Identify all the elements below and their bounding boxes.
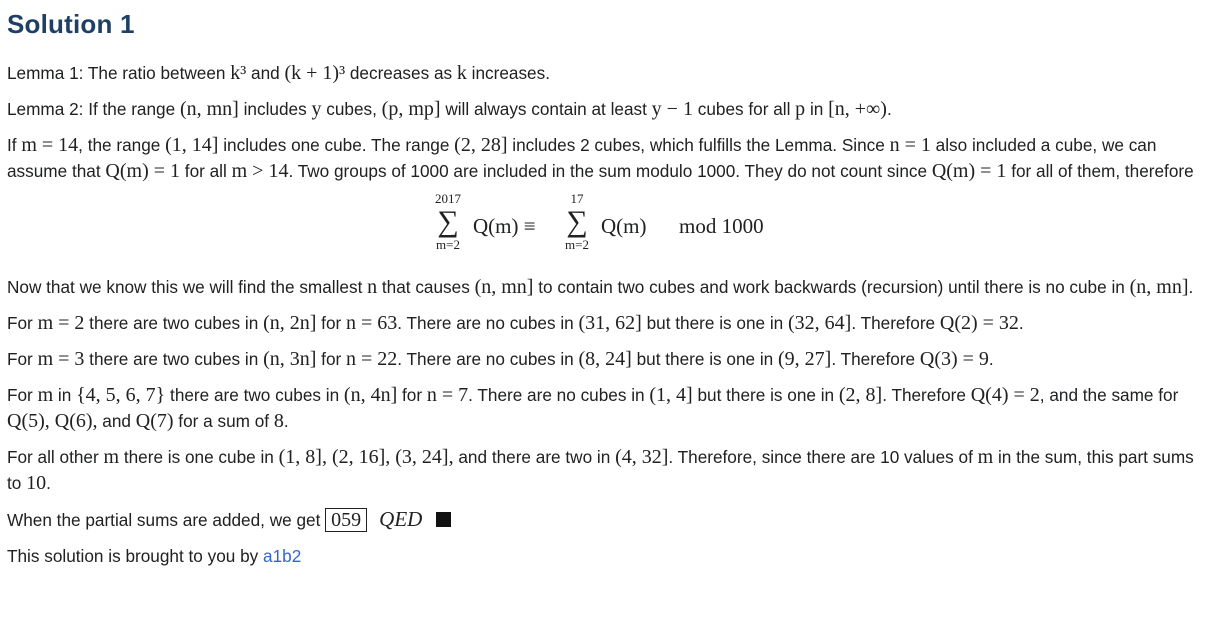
page-title: Solution 1: [7, 9, 135, 39]
lemma-2: Lemma 2: If the range (n, mn] includes y cubes, (p, mp] will always contain at least y − 1 cubes for all p in [n, +∞).: [7, 98, 892, 120]
math: {4, 5, 6, 7}: [76, 384, 166, 406]
math: m: [977, 446, 994, 468]
upper-limit: 2017: [435, 191, 461, 206]
math: (4, 32]: [615, 446, 669, 468]
math: m = 2: [37, 312, 85, 334]
math: m = 3: [37, 348, 85, 370]
math: k: [456, 62, 467, 84]
math: (n, mn]: [474, 276, 534, 298]
lower-limit: m=2: [565, 237, 589, 252]
author-link[interactable]: a1b2: [263, 546, 302, 566]
display-equation: [7, 192, 1203, 272]
lower-limit: m=2: [436, 237, 460, 252]
equation-term: Q(m) ≡: [473, 214, 536, 238]
math: n = 7: [426, 384, 469, 406]
math: y − 1: [651, 98, 693, 120]
credit-line: This solution is brought to you by a1b2: [7, 546, 302, 566]
boxed-answer: 059: [325, 508, 367, 532]
math: Q(m) = 1: [105, 160, 181, 182]
math: (9, 27]: [778, 348, 832, 370]
equation-term: Q(m): [601, 214, 647, 238]
math: n: [367, 276, 378, 298]
math: k³: [230, 62, 247, 84]
math: (n, 3n]: [263, 348, 317, 370]
math: (31, 62]: [578, 312, 642, 334]
qed-label: QED: [379, 507, 423, 531]
math: m = 14: [21, 134, 79, 156]
math: (1, 4]: [649, 384, 693, 406]
paragraph-m2: For m = 2 there are two cubes in (n, 2n] for n = 63. There are no cubes in (31, 62] but there is one in (32, 64]. Therefore Q(2) = 32.: [7, 312, 1024, 334]
math: m: [37, 384, 54, 406]
sigma-icon: ∑: [437, 205, 459, 238]
summation-1: [435, 192, 461, 252]
math: Q(m) = 1: [931, 160, 1007, 182]
paragraph-assumption: If m = 14, the range (1, 14] includes one cube. The range (2, 28] includes 2 cubes, which fulfills the Lemma. Since n = 1 also included a cube, we can assume that Q(m) = 1 for all m > 14. Two groups of 1000 are included in the sum modulo 1000. They do not count since Q(m) = 1 for all of them, therefore: [7, 134, 1194, 182]
math: n = 1: [889, 134, 931, 156]
paragraph-m3: For m = 3 there are two cubes in (n, 3n] for n = 22. There are no cubes in (8, 24] but there is one in (9, 27]. Therefore Q(3) = 9.: [7, 348, 994, 370]
summation-2: [565, 192, 589, 252]
math: Q(4) = 2: [970, 384, 1040, 406]
sigma-icon: ∑: [566, 205, 588, 238]
math: (p, mp]: [381, 98, 441, 120]
lemma-1: Lemma 1: The ratio between k³ and (k + 1)³ decreases as k increases.: [7, 62, 550, 84]
math: (32, 64]: [788, 312, 852, 334]
math: 8: [273, 410, 284, 432]
math: (8, 24]: [578, 348, 632, 370]
math: Q(5), Q(6),: [7, 410, 98, 432]
math: (n, 4n]: [343, 384, 398, 406]
equation-mod: mod 1000: [679, 214, 764, 238]
math: (n, mn]: [179, 98, 239, 120]
math: (1, 14]: [165, 134, 219, 156]
math: [n, +∞): [828, 98, 887, 120]
math: Q(7): [135, 410, 174, 432]
math: y: [311, 98, 322, 120]
solution-content: [7, 0, 1203, 569]
math: m > 14: [231, 160, 289, 182]
paragraph-other-m: For all other m there is one cube in (1, 8], (2, 16], (3, 24], and there are two in (4, 32]. Therefore, since there are 10 values of m in the sum, this part sums to 10.: [7, 446, 1194, 494]
math: Q(3) = 9: [919, 348, 989, 370]
math: (k + 1)³: [284, 62, 346, 84]
paragraph-m4-7: For m in {4, 5, 6, 7} there are two cubes in (n, 4n] for n = 7. There are no cubes in (1, 4] but there is one in (2, 8]. Therefore Q(4) = 2, and the same for Q(5), Q(6), and Q(7) for a sum of 8.: [7, 384, 1179, 432]
math: Q(2) = 32: [939, 312, 1019, 334]
math: (2, 28]: [454, 134, 508, 156]
math: m: [103, 446, 120, 468]
math: (1, 8], (2, 16], (3, 24],: [278, 446, 454, 468]
upper-limit: 17: [570, 191, 584, 206]
math: 10: [26, 472, 47, 494]
paragraph-method: Now that we know this we will find the smallest n that causes (n, mn] to contain two cubes and work backwards (recursion) until there is no cube in (n, mn].: [7, 276, 1194, 298]
math: (2, 8]: [838, 384, 883, 406]
paragraph-answer: When the partial sums are added, we get 059 QED: [7, 506, 1203, 533]
tombstone-icon: [436, 512, 451, 527]
math: (n, mn]: [1129, 276, 1189, 298]
math: (n, 2n]: [263, 312, 317, 334]
math: p: [795, 98, 806, 120]
math: n = 63: [346, 312, 398, 334]
math: n = 22: [346, 348, 398, 370]
